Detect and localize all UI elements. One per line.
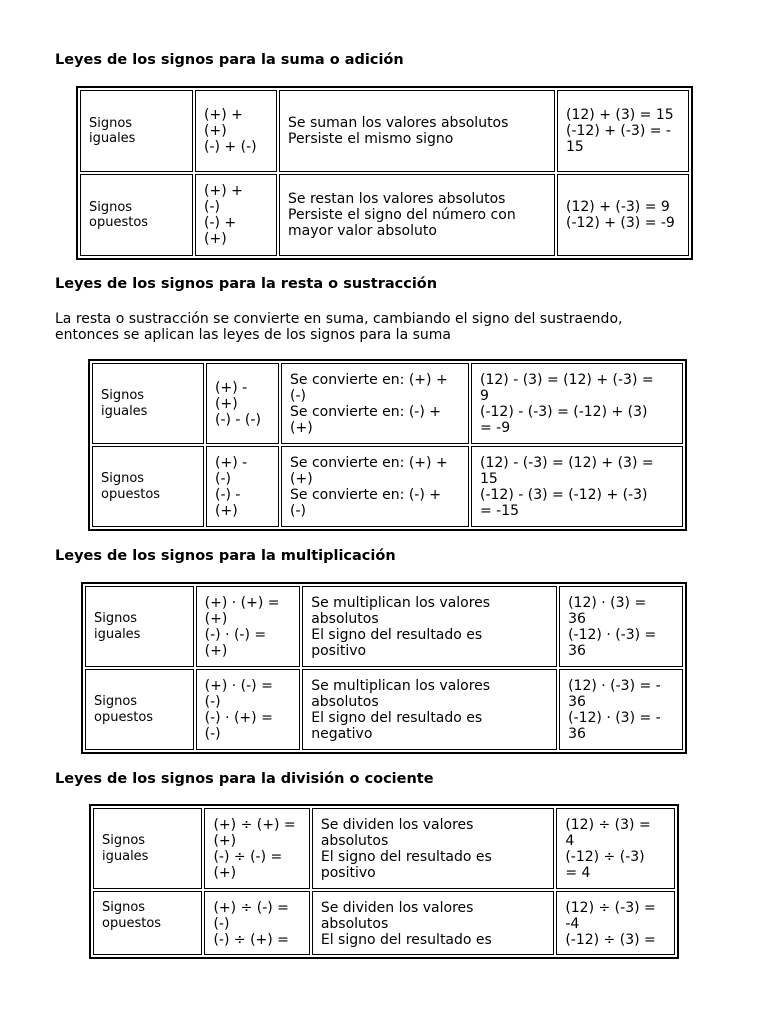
resta-paragraph: La resta o sustracción se convierte en suma, cambiando el signo del sustraendo, entonces se aplican las leyes de los signos para la suma (55, 311, 623, 343)
rule-cell: Se convierte en: (+) + (+) Se convierte en: (-) + (-) (281, 446, 469, 527)
example-cell: (12) - (3) = (12) + (-3) = 9 (-12) - (-3) = (-12) + (3) = -9 (471, 363, 683, 444)
example-cell: (12) · (-3) = - 36 (-12) · (3) = - 36 (559, 669, 683, 750)
row-label: Signos iguales (93, 808, 202, 889)
table-row (93, 891, 675, 955)
row-label: Signos opuestos (93, 891, 202, 955)
signs-cell: (+) - (+) (-) - (-) (206, 363, 279, 444)
table-row (80, 174, 689, 256)
signs-cell: (+) · (-) = (-) (-) · (+) = (-) (196, 669, 301, 750)
rule-cell: Se convierte en: (+) + (-) Se convierte en: (-) + (+) (281, 363, 469, 444)
example-cell: (12) + (3) = 15 (-12) + (-3) = - 15 (557, 90, 689, 172)
table-row (85, 669, 683, 750)
example-cell: (12) · (3) = 36 (-12) · (-3) = 36 (559, 586, 683, 667)
example-cell: (12) - (-3) = (12) + (3) = 15 (-12) - (3) = (-12) + (-3) = -15 (471, 446, 683, 527)
table-multiplicacion (81, 582, 687, 754)
table-row (92, 446, 683, 527)
signs-cell: (+) ÷ (+) = (+) (-) ÷ (-) = (+) (204, 808, 309, 889)
table-row (80, 90, 689, 172)
heading-suma: Leyes de los signos para la suma o adición (55, 52, 404, 68)
row-label: Signos iguales (85, 586, 194, 667)
table-row (85, 586, 683, 667)
table-row (92, 363, 683, 444)
table-resta (88, 359, 687, 531)
rule-cell: Se multiplican los valores absolutos El signo del resultado es positivo (302, 586, 557, 667)
table-division (89, 804, 679, 959)
signs-cell: (+) + (+) (-) + (-) (195, 90, 277, 172)
heading-resta: Leyes de los signos para la resta o sustracción (55, 276, 438, 292)
rule-cell: Se restan los valores absolutos Persiste el signo del número con mayor valor absoluto (279, 174, 555, 256)
row-label: Signos opuestos (92, 446, 204, 527)
table-row (93, 808, 675, 889)
row-label: Signos opuestos (80, 174, 193, 256)
rule-cell: Se multiplican los valores absolutos El signo del resultado es negativo (302, 669, 557, 750)
rule-cell: Se dividen los valores absolutos El signo del resultado es positivo (312, 808, 554, 889)
signs-cell: (+) · (+) = (+) (-) · (-) = (+) (196, 586, 301, 667)
example-cell: (12) ÷ (-3) = -4 (-12) ÷ (3) = (556, 891, 675, 955)
signs-cell: (+) + (-) (-) + (+) (195, 174, 277, 256)
row-label: Signos iguales (80, 90, 193, 172)
signs-cell: (+) ÷ (-) = (-) (-) ÷ (+) = (204, 891, 309, 955)
example-cell: (12) + (-3) = 9 (-12) + (3) = -9 (557, 174, 689, 256)
signs-cell: (+) - (-) (-) - (+) (206, 446, 279, 527)
row-label: Signos opuestos (85, 669, 194, 750)
table-suma (76, 86, 693, 260)
heading-multiplicacion: Leyes de los signos para la multiplicación (55, 548, 396, 564)
row-label: Signos iguales (92, 363, 204, 444)
rule-cell: Se dividen los valores absolutos El signo del resultado es (312, 891, 554, 955)
heading-division: Leyes de los signos para la división o cociente (55, 771, 434, 787)
rule-cell: Se suman los valores absolutos Persiste el mismo signo (279, 90, 555, 172)
example-cell: (12) ÷ (3) = 4 (-12) ÷ (-3) = 4 (556, 808, 675, 889)
